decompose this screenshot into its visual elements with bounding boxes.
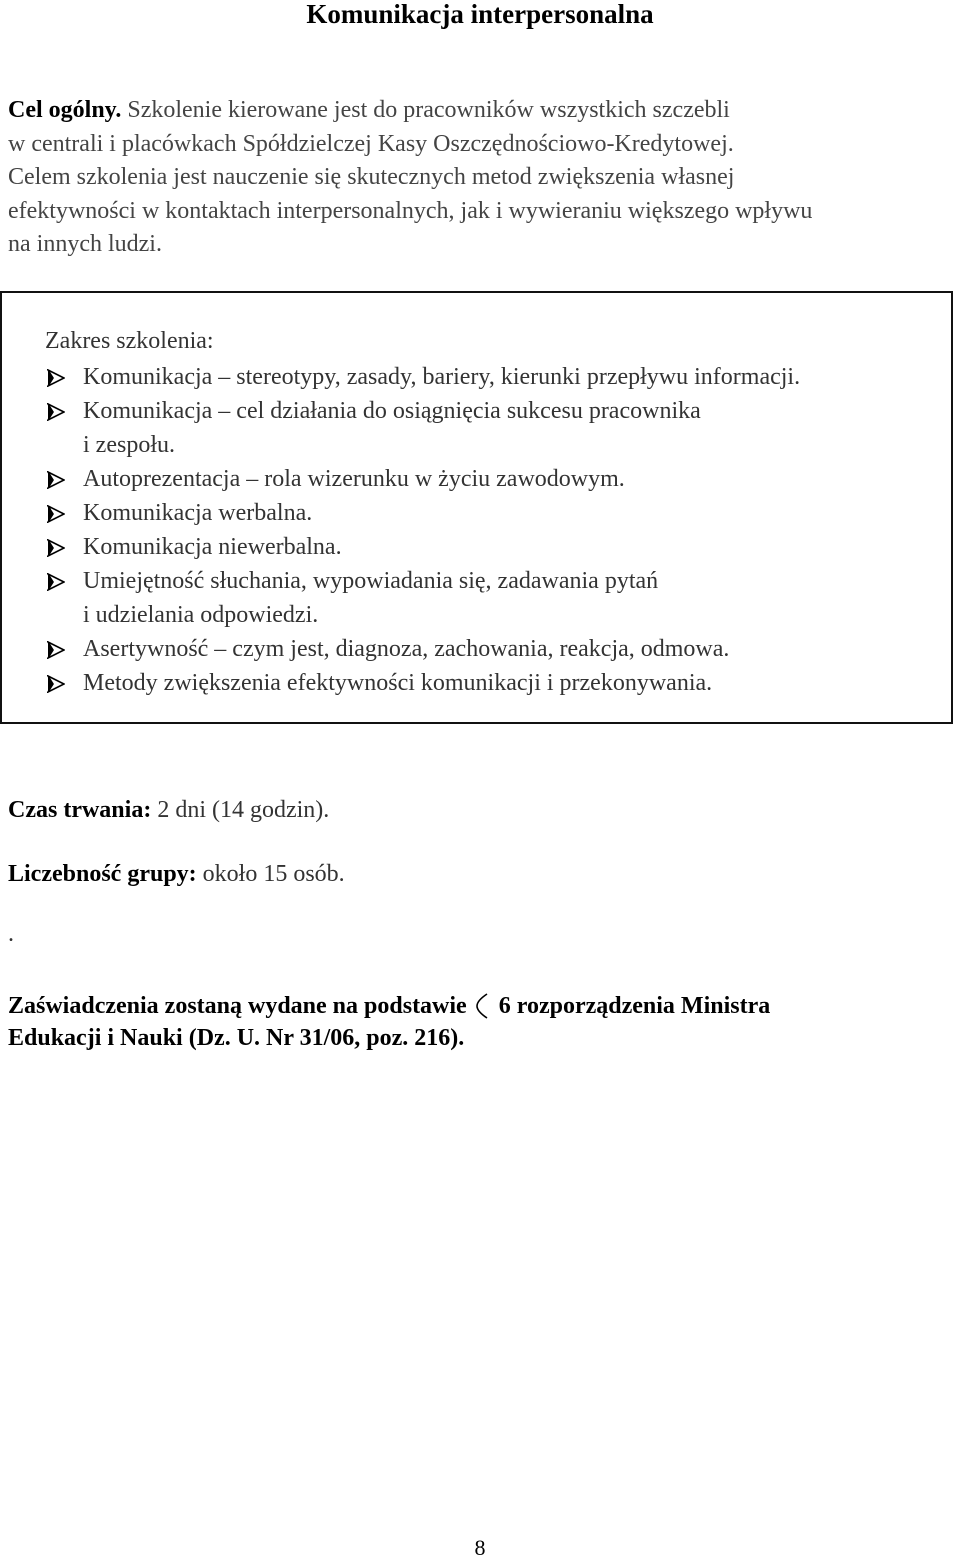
- scope-item-line1: Komunikacja – cel działania do osiągnięcia sukcesu pracownika: [83, 398, 701, 424]
- scope-item: [45, 462, 800, 496]
- group-size-line: [8, 858, 345, 890]
- certificate-line-2: Edukacji i Nauki (Dz. U. Nr 31/06, poz. 216).: [8, 1025, 465, 1051]
- scope-item-line1: Komunikacja werbalna.: [83, 500, 313, 526]
- scope-item-line1: Autoprezentacja – rola wizerunku w życiu zawodowym.: [83, 466, 625, 492]
- scope-item-line1: Metody zwiększenia efektywności komunikacji i przekonywania.: [83, 670, 713, 696]
- arrowhead-bullet-icon: [47, 471, 65, 489]
- scope-item-line1: Asertywność – czym jest, diagnoza, zachowania, reakcja, odmowa.: [83, 636, 730, 662]
- goal-paragraph: [8, 94, 953, 262]
- certificate-line-1: [8, 990, 953, 1022]
- arrowhead-bullet-icon: [47, 641, 65, 659]
- scope-item-line1: Umiejętność słuchania, wypowiadania się, zadawania pytań: [83, 568, 659, 594]
- scope-item: [45, 666, 800, 700]
- goal-text-1: Szkolenie kierowane jest do pracowników wszystkich szczebli: [121, 97, 730, 123]
- group-size-label: Liczebność grupy:: [8, 861, 197, 887]
- stray-dot: .: [8, 921, 14, 947]
- arrowhead-bullet-icon: [47, 539, 65, 557]
- scope-item-line2: i zespołu.: [83, 432, 175, 458]
- scope-item-line1: Komunikacja niewerbalna.: [83, 534, 342, 560]
- certificate-text-1a: Zaświadczenia zostaną wydane na podstawie: [8, 993, 467, 1019]
- goal-label: Cel ogólny.: [8, 97, 122, 123]
- goal-line-3: Celem szkolenia jest nauczenie się skutecznych metod zwiększenia własnej: [8, 164, 735, 190]
- duration-label: Czas trwania:: [8, 797, 152, 823]
- scope-item: [45, 360, 800, 394]
- group-size-value: około 15 osób.: [196, 861, 345, 887]
- goal-line-5: na innych ludzi.: [8, 231, 162, 257]
- scope-item: [45, 530, 800, 564]
- arrowhead-bullet-icon: [47, 675, 65, 693]
- goal-line-2: w centrali i placówkach Spółdzielczej Kasy Oszczędnościowo-Kredytowej.: [8, 130, 734, 157]
- goal-line-4: efektywności w kontaktach interpersonalnych, jak i wywieraniu większego wpływu: [8, 197, 813, 224]
- scope-item: [45, 564, 800, 632]
- scope-item: [45, 632, 800, 666]
- duration-line: [8, 794, 329, 826]
- scope-item-line1: Komunikacja – stereotypy, zasady, bariery, kierunki przepływu informacji.: [83, 364, 801, 390]
- arrowhead-bullet-icon: [47, 403, 65, 421]
- section-mark-icon: [471, 990, 493, 1022]
- certificate-text-1b: 6 rozporządzenia Ministra: [498, 993, 771, 1019]
- scope-item: [45, 394, 800, 462]
- goal-line-1: [8, 94, 953, 128]
- page-number: 8: [474, 1535, 486, 1560]
- scope-title: Zakres szkolenia:: [45, 328, 214, 354]
- scope-item: [45, 496, 800, 530]
- arrowhead-bullet-icon: [47, 573, 65, 591]
- document-title: Komunikacja interpersonalna: [306, 0, 654, 29]
- scope-list: [45, 360, 800, 700]
- certificate-paragraph: [8, 990, 953, 1054]
- arrowhead-bullet-icon: [47, 369, 65, 387]
- scope-item-line2: i udzielania odpowiedzi.: [83, 602, 319, 628]
- arrowhead-bullet-icon: [47, 505, 65, 523]
- duration-value: 2 dni (14 godzin).: [151, 797, 330, 823]
